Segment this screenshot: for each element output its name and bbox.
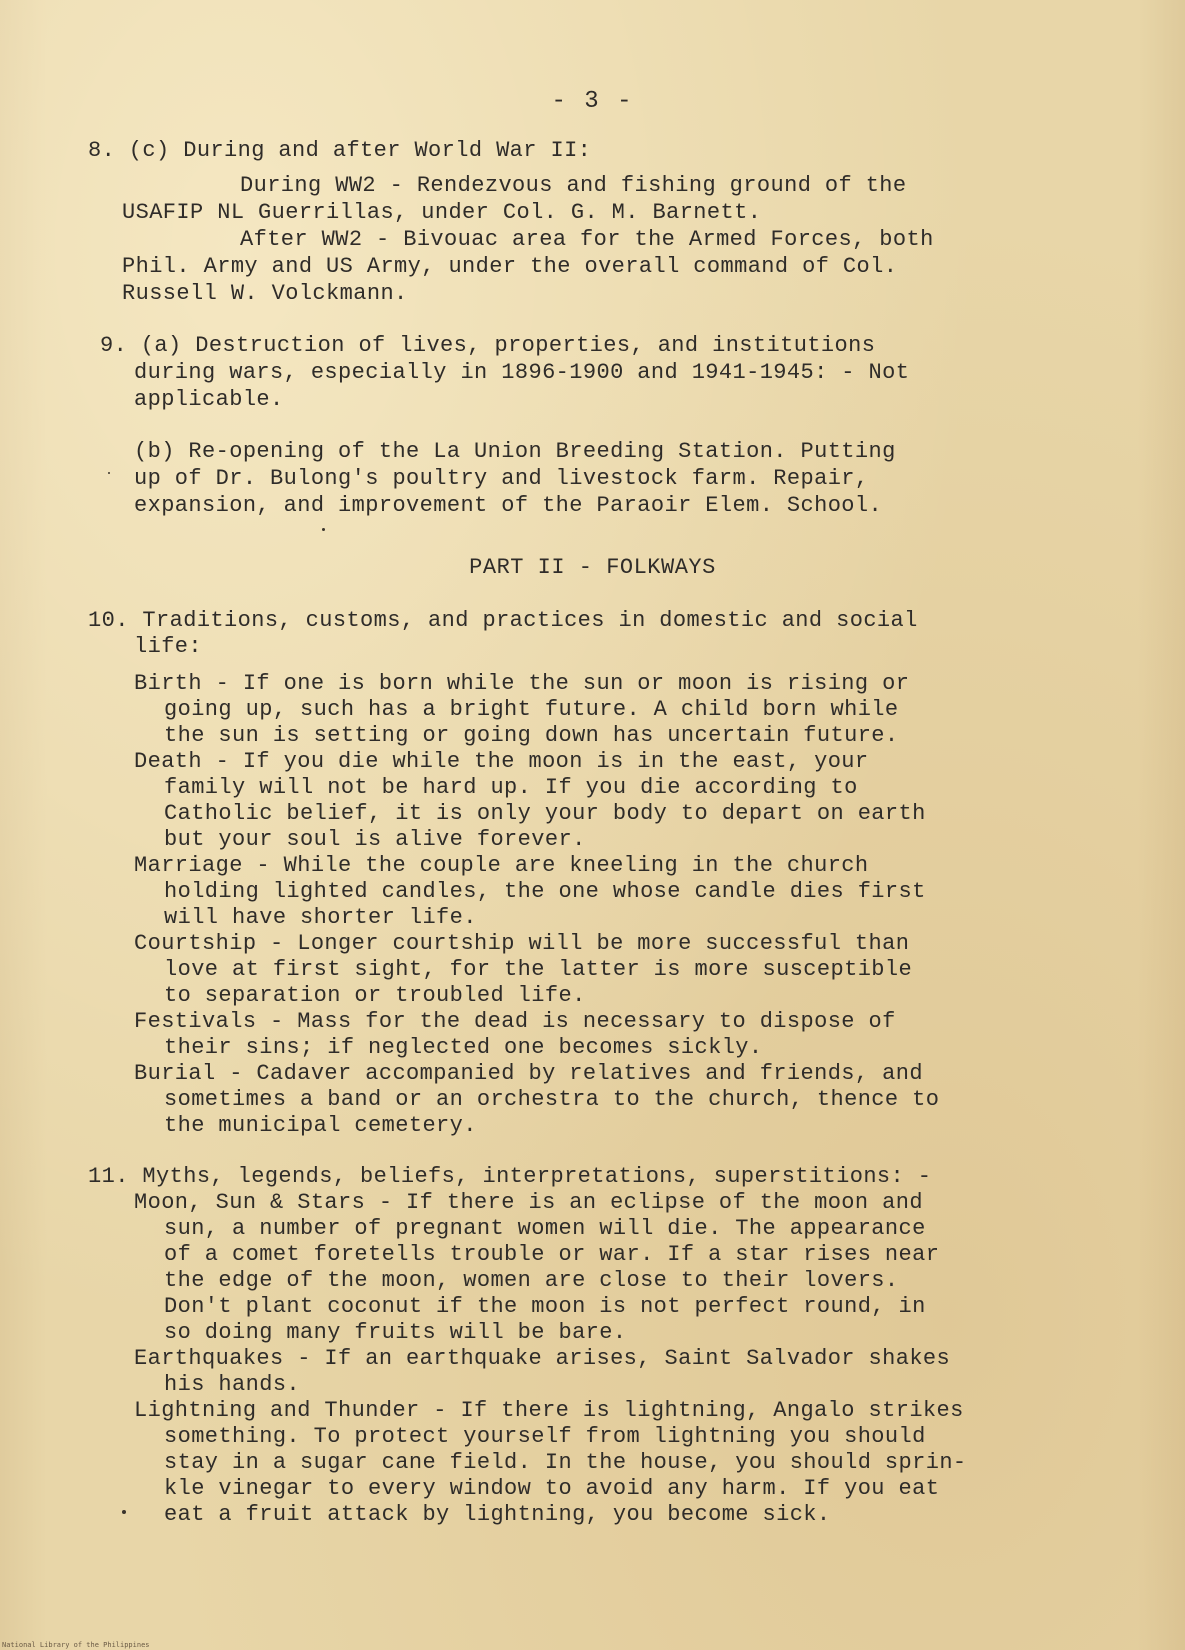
section-8c-heading: 8. (c) During and after World War II: [88,138,592,163]
section-10-line: but your soul is alive forever. [164,827,586,852]
section-11-line: stay in a sugar cane field. In the house, you should sprin- [164,1450,967,1475]
section-10-line: the municipal cemetery. [164,1113,477,1138]
section-10-line: Courtship - Longer courtship will be more successful than [134,931,910,956]
section-10-line: sometimes a band or an orchestra to the church, thence to [164,1087,940,1112]
section-10-line: to separation or troubled life. [164,983,586,1008]
section-9b-line: up of Dr. Bulong's poultry and livestock farm. Repair, [134,466,869,491]
section-11-line: Lightning and Thunder - If there is lightning, Angalo strikes [134,1398,964,1423]
section-11-line: of a comet foretells trouble or war. If a star rises near [164,1242,940,1267]
section-10-line: the sun is setting or going down has uncertain future. [164,723,899,748]
library-footer: National Library of the Philippines [2,1641,150,1649]
section-11-line: the edge of the moon, women are close to their lovers. [164,1268,899,1293]
section-10-line: will have shorter life. [164,905,477,930]
section-8c-line: After WW2 - Bivouac area for the Armed Forces, both [240,227,934,252]
section-10-line: love at first sight, for the latter is more susceptible [164,957,913,982]
section-10-line: life: [134,634,203,659]
section-8c-line: USAFIP NL Guerrillas, under Col. G. M. Barnett. [122,200,762,225]
section-11-line: so doing many fruits will be bare. [164,1320,627,1345]
section-9a-line: applicable. [134,387,284,412]
section-10-line: Burial - Cadaver accompanied by relatives and friends, and [134,1061,923,1086]
section-9a-line: 9. (a) Destruction of lives, properties, and institutions [100,333,876,358]
section-10-line: their sins; if neglected one becomes sickly. [164,1035,763,1060]
section-11-line: kle vinegar to every window to avoid any harm. If you eat [164,1476,940,1501]
section-10-line: family will not be hard up. If you die according to [164,775,858,800]
section-8c-line: Phil. Army and US Army, under the overall command of Col. [122,254,898,279]
section-11-heading: 11. Myths, legends, beliefs, interpretations, superstitions: - [88,1164,932,1189]
page-number: - 3 - [551,88,634,115]
part-2-heading: PART II - FOLKWAYS [469,555,716,580]
section-10-line: Birth - If one is born while the sun or moon is rising or [134,671,910,696]
section-11-line: Earthquakes - If an earthquake arises, Saint Salvador shakes [134,1346,951,1371]
section-8c-line: During WW2 - Rendezvous and fishing ground of the [240,173,907,198]
section-11-line: eat a fruit attack by lightning, you become sick. [164,1502,831,1527]
section-10-line: Marriage - While the couple are kneeling in the church [134,853,869,878]
section-9b-line: (b) Re-opening of the La Union Breeding Station. Putting [134,439,896,464]
section-11-line: something. To protect yourself from lightning you should [164,1424,926,1449]
section-10-line: holding lighted candles, the one whose candle dies first [164,879,926,904]
section-10-line: Death - If you die while the moon is in the east, your [134,749,869,774]
section-8c-line: Russell W. Volckmann. [122,281,408,306]
section-9a-line: during wars, especially in 1896-1900 and 1941-1945: - Not [134,360,910,385]
section-10-line: Catholic belief, it is only your body to depart on earth [164,801,926,826]
paper-speck [322,528,325,531]
section-10-line: going up, such has a bright future. A child born while [164,697,899,722]
section-10-heading: 10. Traditions, customs, and practices in domestic and social [88,608,918,633]
paper-speck [122,1510,126,1514]
section-9b-line: expansion, and improvement of the Paraoir Elem. School. [134,493,883,518]
section-10-line: Festivals - Mass for the dead is necessary to dispose of [134,1009,896,1034]
section-11-line: his hands. [164,1372,301,1397]
paper-speck [108,472,110,474]
section-11-line: Don't plant coconut if the moon is not perfect round, in [164,1294,926,1319]
section-11-line: sun, a number of pregnant women will die. The appearance [164,1216,926,1241]
section-11-line: Moon, Sun & Stars - If there is an eclipse of the moon and [134,1190,923,1215]
